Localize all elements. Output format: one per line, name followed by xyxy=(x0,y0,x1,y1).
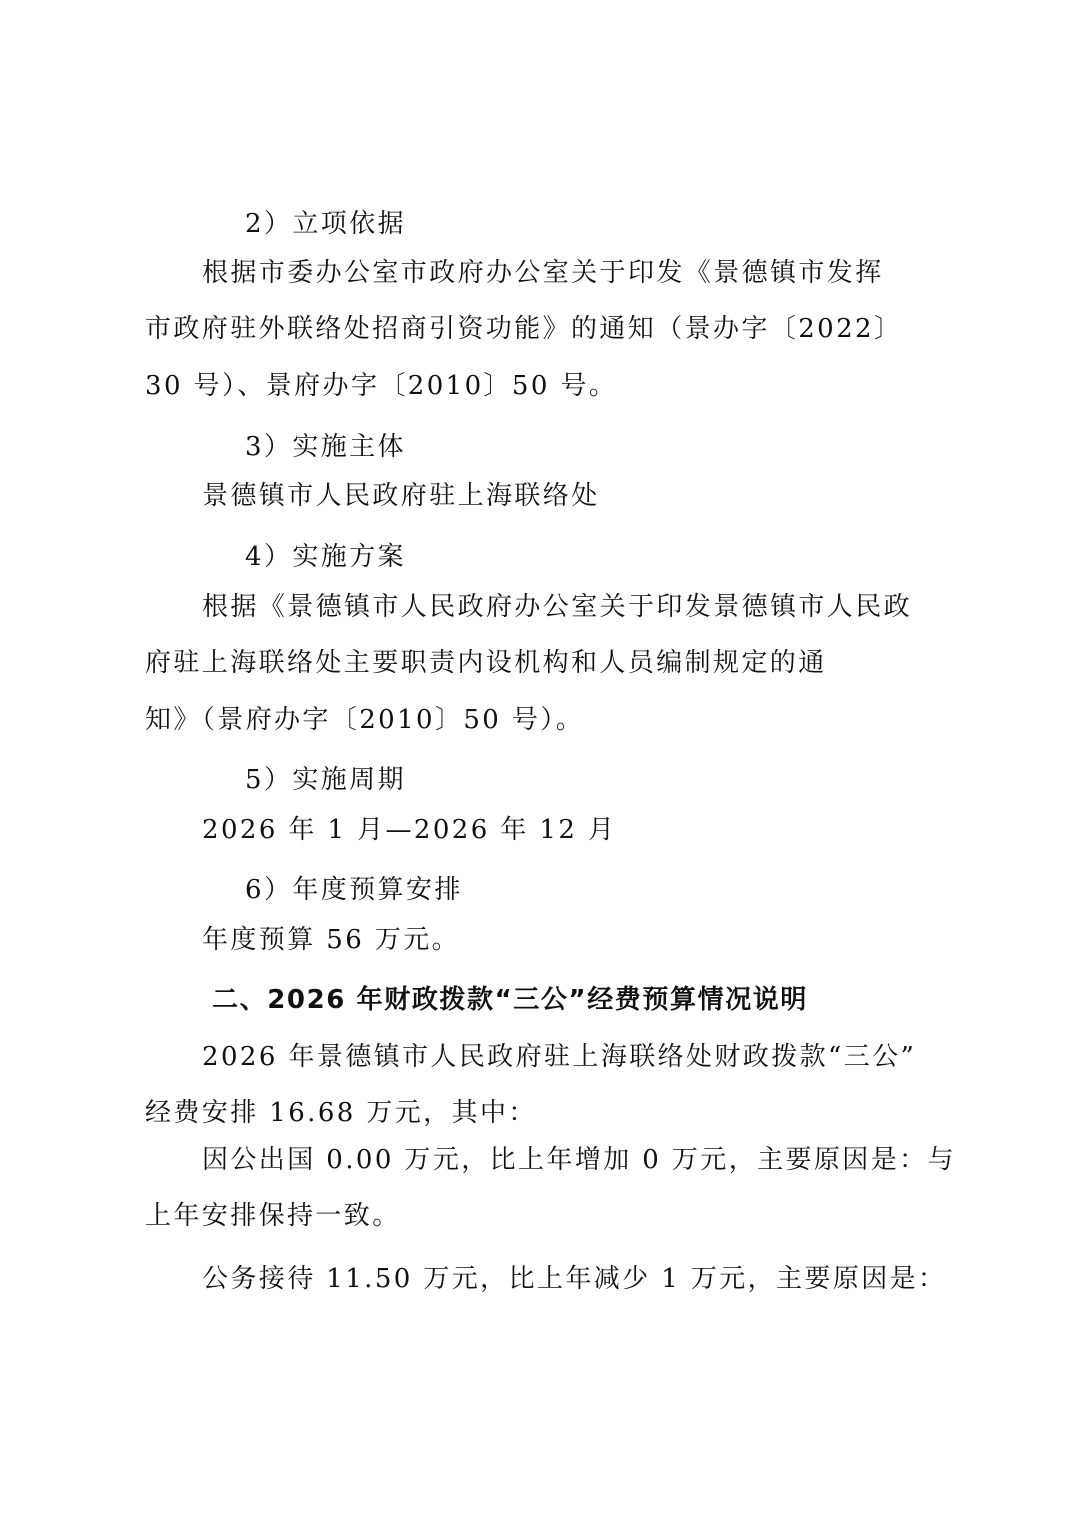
item-3-heading: 3）实施主体 xyxy=(245,432,406,462)
paragraph-line: 30 号）、景府办字〔2010〕50 号。 xyxy=(145,371,618,401)
paragraph-line: 市政府驻外联络处招商引资功能》的通知（景办字〔2022〕 xyxy=(145,314,903,344)
item-4-heading: 4）实施方案 xyxy=(245,542,406,572)
paragraph-line: 府驻上海联络处主要职责内设机构和人员编制规定的通 xyxy=(145,648,827,678)
paragraph-line: 年度预算 56 万元。 xyxy=(202,925,461,955)
paragraph-line: 根据《景德镇市人民政府办公室关于印发景德镇市人民政 xyxy=(202,592,913,622)
item-2-heading: 2）立项依据 xyxy=(245,209,406,239)
paragraph-line: 根据市委办公室市政府办公室关于印发《景德镇市发挥 xyxy=(202,258,884,288)
section-heading: 二、2026 年财政拨款“三公”经费预算情况说明 xyxy=(212,985,808,1015)
paragraph-line: 2026 年 1 月—2026 年 12 月 xyxy=(202,815,617,845)
item-5-heading: 5）实施周期 xyxy=(245,765,406,795)
item-6-heading: 6）年度预算安排 xyxy=(245,875,463,905)
paragraph-line: 知》（景府办字〔2010〕50 号）。 xyxy=(145,705,585,735)
paragraph-line: 2026 年景德镇市人民政府驻上海联络处财政拨款“三公” xyxy=(202,1042,917,1072)
paragraph-line: 经费安排 16.68 万元，其中： xyxy=(145,1098,537,1128)
paragraph-line: 景德镇市人民政府驻上海联络处 xyxy=(202,481,600,511)
paragraph-line: 因公出国 0.00 万元，比上年增加 0 万元，主要原因是：与 xyxy=(202,1145,956,1175)
paragraph-line: 公务接待 11.50 万元，比上年减少 1 万元，主要原因是： xyxy=(202,1264,947,1294)
paragraph-line: 上年安排保持一致。 xyxy=(145,1201,401,1231)
